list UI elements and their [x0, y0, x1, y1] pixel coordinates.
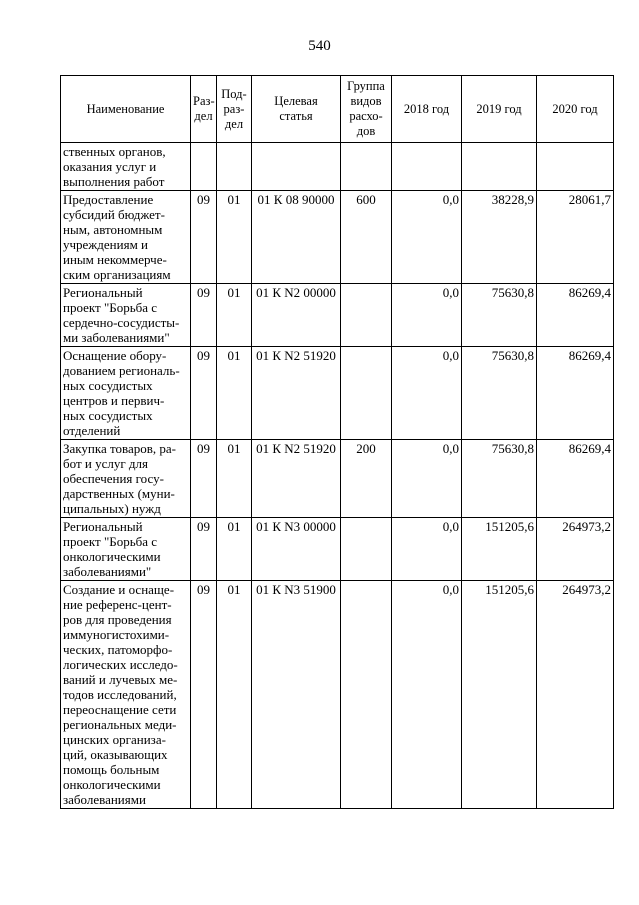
cell-razdel: 09	[191, 284, 217, 347]
cell-2018: 0,0	[392, 347, 462, 440]
cell-razdel: 09	[191, 518, 217, 581]
header-row	[61, 76, 614, 143]
cell-article: 01 К N2 51920	[252, 347, 341, 440]
budget-table	[60, 75, 614, 809]
cell-2019: 151205,6	[462, 581, 537, 809]
cell-2019: 151205,6	[462, 518, 537, 581]
cell-2018: 0,0	[392, 518, 462, 581]
cell-article: 01 К N2 51920	[252, 440, 341, 518]
table-row	[61, 143, 614, 191]
col-header-name: Наименование	[61, 76, 191, 143]
cell-group	[341, 581, 392, 809]
cell-article: 01 К N3 51900	[252, 581, 341, 809]
cell-podrazdel: 01	[217, 518, 252, 581]
col-header-group: Группа видов расхо- дов	[341, 76, 392, 143]
cell-2020: 86269,4	[537, 347, 614, 440]
cell-2018	[392, 143, 462, 191]
cell-group: 600	[341, 191, 392, 284]
col-header-2020: 2020 год	[537, 76, 614, 143]
cell-2018: 0,0	[392, 284, 462, 347]
cell-2019: 75630,8	[462, 284, 537, 347]
cell-group: 200	[341, 440, 392, 518]
cell-podrazdel: 01	[217, 347, 252, 440]
cell-2019: 75630,8	[462, 440, 537, 518]
col-header-2018: 2018 год	[392, 76, 462, 143]
cell-article: 01 К N2 00000	[252, 284, 341, 347]
cell-2019	[462, 143, 537, 191]
page-number: 540	[308, 38, 331, 54]
table-row	[61, 518, 614, 581]
cell-razdel: 09	[191, 191, 217, 284]
table-row	[61, 191, 614, 284]
cell-podrazdel: 01	[217, 284, 252, 347]
cell-2020: 264973,2	[537, 518, 614, 581]
cell-article: 01 К 08 90000	[252, 191, 341, 284]
cell-name: Предоставление субсидий бюджет- ным, автономным учреждениям и иным некоммерче- ским организациям	[61, 191, 191, 284]
cell-podrazdel: 01	[217, 440, 252, 518]
cell-podrazdel: 01	[217, 191, 252, 284]
cell-razdel: 09	[191, 440, 217, 518]
table-row	[61, 440, 614, 518]
cell-name: Региональный проект "Борьба с онкологическими заболеваниями"	[61, 518, 191, 581]
cell-name: Региональный проект "Борьба с сердечно-сосудисты- ми заболеваниями"	[61, 284, 191, 347]
cell-2019: 38228,9	[462, 191, 537, 284]
cell-razdel	[191, 143, 217, 191]
cell-podrazdel	[217, 143, 252, 191]
table-row	[61, 347, 614, 440]
cell-name: Создание и оснаще- ние референс-цент- ров для проведения иммуногистохими- ческих, патоморфо- логических исследо- ваний и лучевых ме- тодов исследований, переоснащение сети региональных меди- цинских организа- ций, оказывающих помощь больным онкологическими заболеваниями	[61, 581, 191, 809]
cell-2020: 86269,4	[537, 440, 614, 518]
cell-razdel: 09	[191, 347, 217, 440]
cell-group	[341, 284, 392, 347]
cell-2019: 75630,8	[462, 347, 537, 440]
col-header-article: Целевая статья	[252, 76, 341, 143]
col-header-razdel: Раз- дел	[191, 76, 217, 143]
cell-podrazdel: 01	[217, 581, 252, 809]
cell-name: ственных органов, оказания услуг и выполнения работ	[61, 143, 191, 191]
table-row	[61, 284, 614, 347]
cell-2020	[537, 143, 614, 191]
cell-name: Закупка товаров, ра- бот и услуг для обеспечения госу- дарственных (муни- ципальных) нужд	[61, 440, 191, 518]
cell-group	[341, 143, 392, 191]
cell-article: 01 К N3 00000	[252, 518, 341, 581]
cell-2018: 0,0	[392, 191, 462, 284]
col-header-2019: 2019 год	[462, 76, 537, 143]
cell-2020: 28061,7	[537, 191, 614, 284]
cell-2020: 86269,4	[537, 284, 614, 347]
cell-2020: 264973,2	[537, 581, 614, 809]
table-row	[61, 581, 614, 809]
cell-article	[252, 143, 341, 191]
cell-group	[341, 347, 392, 440]
cell-2018: 0,0	[392, 581, 462, 809]
cell-razdel: 09	[191, 581, 217, 809]
col-header-podrazdel: Под- раз- дел	[217, 76, 252, 143]
cell-2018: 0,0	[392, 440, 462, 518]
cell-group	[341, 518, 392, 581]
cell-name: Оснащение обору- дованием региональ- ных сосудистых центров и первич- ных сосудистых отделений	[61, 347, 191, 440]
